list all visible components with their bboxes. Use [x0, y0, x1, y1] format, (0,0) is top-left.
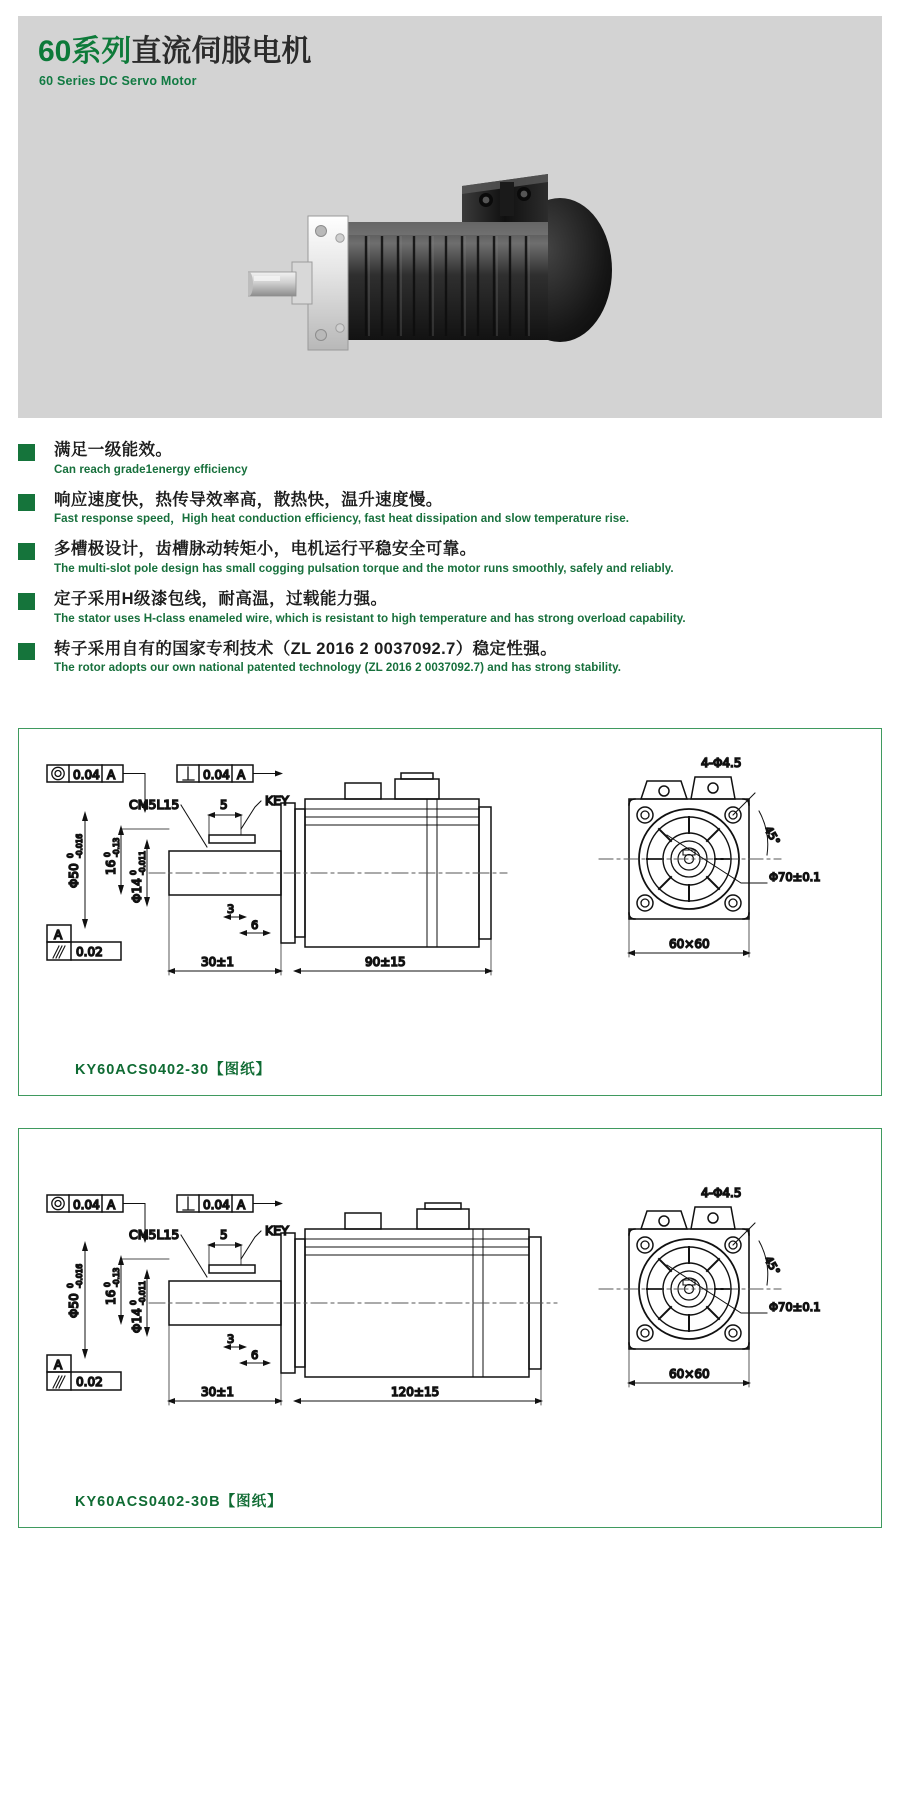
dim-hole-callout: 4-Φ4.5 — [701, 756, 742, 770]
feature-text-cn: 多槽极设计，齿槽脉动转矩小，电机运行平稳安全可靠。 — [54, 540, 477, 559]
gdt-concentricity-value: 0.04 — [73, 768, 100, 782]
dim-key-height-tol-upper: 0 — [103, 1282, 112, 1287]
dim-key-height-tol-lower: -0.13 — [112, 1267, 121, 1287]
dim-body-length: 120±15 — [391, 1385, 440, 1399]
gdt-flatness-value: 0.02 — [76, 1375, 103, 1389]
gdt-perpendicular-value: 0.04 — [203, 1198, 230, 1212]
dim-key-height: 16 — [104, 859, 118, 875]
dim-shaft-length: 30±1 — [201, 1385, 234, 1399]
gdt-concentricity-datum: A — [107, 1198, 116, 1212]
feature-text-cn: 响应速度快，热传导效率高，散热快，温升速度慢。 — [54, 490, 443, 509]
bullet-square-icon — [18, 444, 35, 461]
feature-item — [18, 639, 882, 676]
feature-text-cn: 满足一级能效。 — [54, 441, 173, 459]
dim-flange-tol-lower: -0.016 — [75, 1263, 84, 1288]
feature-item — [18, 440, 882, 477]
page-title-series: 60系列 — [38, 35, 132, 68]
drawing-canvas-1 — [29, 743, 873, 1023]
page-title — [38, 36, 311, 68]
bullet-square-icon — [18, 494, 35, 511]
feature-text-en: Can reach grade1energy efficiency — [54, 462, 248, 476]
gdt-perpendicular-datum: A — [237, 1198, 246, 1212]
gdt-concentricity-value: 0.04 — [73, 1198, 100, 1212]
dim-key-width: 5 — [220, 1228, 228, 1242]
page-subtitle: 60 Series DC Servo Motor — [39, 74, 197, 88]
note-key: KEY — [265, 793, 289, 808]
gdt-flatness-value: 0.02 — [76, 945, 103, 959]
dim-hole-callout: 4-Φ4.5 — [701, 1186, 742, 1200]
gdt-perpendicular-datum: A — [237, 768, 246, 782]
dim-key-height-tol-lower: -0.13 — [112, 837, 121, 857]
product-photo — [248, 104, 678, 404]
gdt-datum-a-label: A — [54, 928, 63, 942]
dim-shoulder-a: 3 — [227, 1332, 235, 1346]
drawing-caption-2: KY60ACS0402-30B【图纸】 — [75, 1494, 283, 1510]
feature-text-cn: 转子采用自有的国家专利技术（ZL 2016 2 0037092.7）稳定性强。 — [54, 639, 558, 658]
drawing-panel-2 — [18, 1128, 882, 1528]
dim-shaft-tol-lower: -0.011 — [138, 850, 147, 875]
note-chamfer: CM5L15 — [129, 1227, 180, 1242]
gdt-concentricity-datum: A — [107, 768, 116, 782]
bullet-square-icon — [18, 593, 35, 610]
dim-pilot-dia: Φ70±0.1 — [769, 1300, 821, 1314]
dim-flange-tol-lower: -0.016 — [75, 833, 84, 858]
drawing-caption-1: KY60ACS0402-30【图纸】 — [75, 1062, 272, 1078]
dim-shaft-length: 30±1 — [201, 955, 234, 969]
dim-hole-angle: 45° — [761, 1254, 783, 1278]
dim-shoulder-a: 3 — [227, 902, 235, 916]
note-chamfer: CM5L15 — [129, 797, 180, 812]
dim-flange-dia: Φ50 — [67, 1293, 81, 1318]
dim-flange-tol-upper: 0 — [66, 853, 75, 858]
dim-body-length: 90±15 — [365, 955, 406, 969]
dim-shoulder-b: 6 — [251, 918, 259, 932]
feature-item — [18, 490, 882, 527]
feature-text-en: Fast response speed，High heat conduction efficiency, fast heat dissipation and slow temperature rise. — [54, 512, 629, 526]
dim-key-height: 16 — [104, 1289, 118, 1305]
dim-shaft-tol-lower: -0.011 — [138, 1280, 147, 1305]
dim-shaft-tol-upper: 0 — [129, 1300, 138, 1305]
dim-shaft-dia: Φ14 — [130, 1308, 144, 1333]
dim-flange-dia: Φ50 — [67, 863, 81, 888]
dim-key-width: 5 — [220, 798, 228, 812]
page-title-type: 直流伺服电机 — [131, 35, 312, 68]
dim-shoulder-b: 6 — [251, 1348, 259, 1362]
dim-hole-angle: 45° — [761, 824, 783, 848]
bullet-square-icon — [18, 643, 35, 660]
dim-key-height-tol-upper: 0 — [103, 852, 112, 857]
dim-mounting-square: 60×60 — [669, 937, 710, 951]
feature-text-en: The multi-slot pole design has small cogging pulsation torque and the motor runs smoothly, safely and reliably. — [54, 562, 674, 575]
feature-list — [18, 440, 882, 688]
note-key: KEY — [265, 1223, 289, 1238]
dim-mounting-square: 60×60 — [669, 1367, 710, 1381]
feature-item — [18, 539, 882, 576]
feature-text-cn: 定子采用H级漆包线，耐高温，过载能力强。 — [54, 590, 388, 609]
gdt-datum-a-label: A — [54, 1358, 63, 1372]
drawing-panel-1 — [18, 728, 882, 1096]
dim-pilot-dia: Φ70±0.1 — [769, 870, 821, 884]
dim-shaft-tol-upper: 0 — [129, 870, 138, 875]
feature-item — [18, 589, 882, 626]
feature-text-en: The stator uses H-class enameled wire, which is resistant to high temperature and has strong overload capability. — [54, 611, 686, 625]
feature-text-en: The rotor adopts our own national patented technology (ZL 2016 2 0037092.7) and has strong stability. — [54, 661, 622, 675]
gdt-perpendicular-value: 0.04 — [203, 768, 230, 782]
drawing-canvas-2 — [29, 1143, 873, 1443]
hero-banner — [18, 16, 882, 418]
dim-shaft-dia: Φ14 — [130, 878, 144, 903]
bullet-square-icon — [18, 543, 35, 560]
dim-flange-tol-upper: 0 — [66, 1283, 75, 1288]
